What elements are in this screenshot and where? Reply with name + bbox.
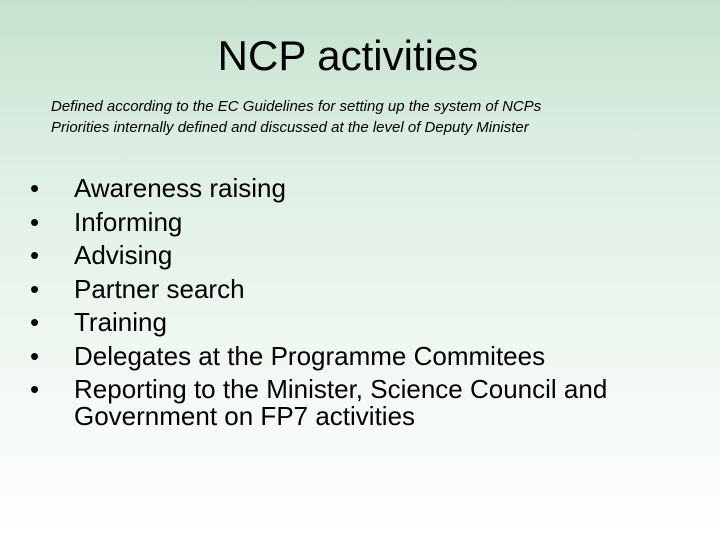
- bullet-item-advising: [28, 239, 708, 273]
- bullet-icon: •: [30, 374, 40, 404]
- bullet-text: Informing: [74, 206, 183, 237]
- bullet-item-partner-search: [28, 273, 708, 307]
- bullet-text: Training: [74, 307, 167, 337]
- bullet-icon: •: [30, 240, 40, 270]
- bullet-list: [28, 172, 708, 430]
- bullet-icon: •: [30, 173, 40, 203]
- bullet-text: Awareness raising: [74, 173, 286, 203]
- bullet-item-training: [28, 306, 708, 340]
- subtitle-line-guidelines: Defined according to the EC Guidelines for setting up the system of NCPs: [51, 98, 542, 115]
- bullet-text: Advising: [74, 240, 173, 270]
- bullet-item-reporting: [28, 373, 708, 430]
- bullet-icon: •: [30, 307, 40, 337]
- subtitle-line-priorities: Priorities internally defined and discussed at the level of Deputy Minister: [51, 119, 529, 136]
- bullet-text: Partner search: [74, 273, 245, 304]
- bullet-icon: •: [30, 340, 40, 371]
- subtitle-block: [51, 96, 671, 138]
- bullet-item-delegates: [28, 340, 708, 374]
- bullet-text: Reporting to the Minister, Science Council and Government on FP7 activities: [74, 374, 608, 431]
- bullet-item-informing: [28, 206, 708, 240]
- slide-title: NCP activities: [217, 32, 479, 79]
- bullet-item-awareness: [28, 172, 708, 206]
- bullet-icon: •: [30, 273, 40, 304]
- bullet-icon: •: [30, 206, 40, 237]
- bullet-text: Delegates at the Programme Commitees: [74, 340, 546, 371]
